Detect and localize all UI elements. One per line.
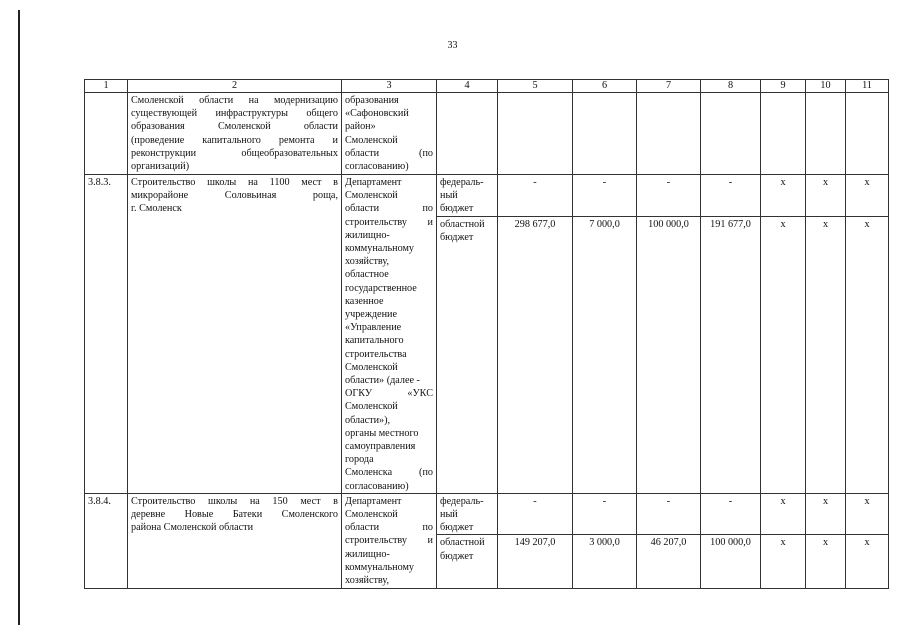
- header-cell: 2: [128, 80, 342, 93]
- text-line: район»: [345, 121, 376, 133]
- text-line: образования Смоленской области: [131, 121, 338, 133]
- cell-num: 3.8.4.: [85, 493, 128, 589]
- text-line: федераль-: [440, 495, 484, 507]
- cell-value: x: [806, 175, 846, 217]
- text-line: Смоленской: [345, 361, 398, 373]
- left-margin-line: [18, 10, 20, 625]
- text-line: жилищно-: [345, 548, 390, 560]
- text-line: Смоленска (по: [345, 467, 433, 479]
- text-line: коммунальному: [345, 243, 415, 255]
- text-line: района Смоленской области: [131, 522, 254, 534]
- text-line: самоуправления: [345, 441, 416, 453]
- header-cell: 10: [806, 80, 846, 93]
- cell-value: 3 000,0: [573, 535, 637, 589]
- header-cell: 3: [342, 80, 437, 93]
- cell-value: x: [761, 175, 806, 217]
- cell-value: x: [846, 493, 889, 535]
- cell-source: [437, 175, 498, 217]
- cell-value: -: [637, 175, 701, 217]
- text-line: строительства: [345, 348, 407, 360]
- text-line: «Сафоновский: [345, 108, 409, 120]
- text-line: казенное: [345, 295, 384, 307]
- cell-value: x: [761, 493, 806, 535]
- cell-source: [437, 535, 498, 589]
- cell-num: [85, 93, 128, 175]
- text-line: хозяйству,: [345, 256, 390, 268]
- cell-value: 298 677,0: [498, 217, 573, 494]
- header-cell: 1: [85, 80, 128, 93]
- text-line: строительству и: [345, 216, 433, 228]
- text-line: деревне Новые Батеки Смоленского: [131, 509, 338, 521]
- text-line: области» (далее -: [345, 375, 420, 387]
- text-line: областное: [345, 269, 389, 281]
- cell-value: -: [701, 175, 761, 217]
- text-line: области (по: [345, 147, 433, 159]
- cell-value: -: [573, 493, 637, 535]
- cell-value: -: [701, 493, 761, 535]
- table-row: [85, 175, 889, 217]
- cell-executor: [342, 493, 437, 589]
- text-line: Строительство школы на 1100 мест в: [131, 177, 338, 188]
- text-line: Смоленской: [345, 401, 398, 413]
- cell-value: x: [761, 217, 806, 494]
- header-cell: 5: [498, 80, 573, 93]
- cell-source: [437, 217, 498, 494]
- text-line: образования: [345, 95, 399, 106]
- text-line: бюджет: [440, 550, 474, 562]
- cell-name: [128, 93, 342, 175]
- text-line: федераль-: [440, 177, 484, 188]
- cell-value: x: [806, 493, 846, 535]
- cell-value: 46 207,0: [637, 535, 701, 589]
- text-line: Смоленской: [345, 134, 398, 146]
- header-cell: 11: [846, 80, 889, 93]
- cell-value: -: [498, 175, 573, 217]
- text-line: согласованию): [345, 161, 409, 173]
- table-row-continuation: [85, 93, 889, 175]
- text-line: хозяйству,: [345, 575, 390, 587]
- column-number-row: [85, 80, 889, 93]
- cell-value: 100 000,0: [701, 535, 761, 589]
- text-line: микрорайоне Соловьиная роща,: [131, 190, 338, 202]
- cell-value: -: [637, 493, 701, 535]
- header-cell: 9: [761, 80, 806, 93]
- text-line: органы местного: [345, 427, 419, 439]
- cell-value: x: [846, 175, 889, 217]
- cell-value: x: [806, 217, 846, 494]
- cell-value: x: [806, 535, 846, 589]
- cell-value: x: [761, 535, 806, 589]
- text-line: организаций): [131, 161, 190, 173]
- text-line: города: [345, 454, 374, 466]
- cell-executor: [342, 93, 437, 175]
- cell-num: 3.8.3.: [85, 175, 128, 494]
- text-line: Департамент: [345, 495, 402, 507]
- text-line: области по: [345, 522, 433, 534]
- text-line: коммунальному: [345, 561, 415, 573]
- text-line: Смоленской области на модернизацию: [131, 95, 338, 106]
- text-line: бюджет: [440, 203, 474, 215]
- header-cell: 7: [637, 80, 701, 93]
- text-line: реконструкции общеобразовательных: [131, 147, 338, 159]
- text-line: согласованию): [345, 480, 409, 492]
- text-line: Строительство школы на 150 мест в: [131, 495, 338, 507]
- cell-value: 191 677,0: [701, 217, 761, 494]
- text-line: бюджет: [440, 522, 474, 534]
- page-number: 33: [447, 40, 458, 51]
- cell-value: 149 207,0: [498, 535, 573, 589]
- text-line: ный: [440, 509, 458, 521]
- text-line: ОГКУ «УКС: [345, 388, 433, 400]
- text-line: учреждение: [345, 309, 398, 321]
- text-line: областной: [440, 537, 485, 549]
- table-row: [85, 493, 889, 535]
- header-cell: 4: [437, 80, 498, 93]
- cell-value: -: [573, 175, 637, 217]
- text-line: Смоленской: [345, 190, 398, 202]
- cell-value: 100 000,0: [637, 217, 701, 494]
- cell-value: x: [846, 535, 889, 589]
- text-line: области»),: [345, 414, 391, 426]
- header-cell: 6: [573, 80, 637, 93]
- text-line: государственное: [345, 282, 417, 294]
- text-line: ный: [440, 190, 458, 202]
- text-line: жилищно-: [345, 229, 390, 241]
- cell-value: x: [846, 217, 889, 494]
- text-line: бюджет: [440, 232, 474, 244]
- text-line: строительству и: [345, 535, 433, 547]
- cell-name: [128, 493, 342, 589]
- text-line: (проведение капитального ремонта и: [131, 134, 338, 146]
- cell-source: [437, 493, 498, 535]
- text-line: Департамент: [345, 177, 402, 188]
- text-line: «Управление: [345, 322, 402, 334]
- header-cell: 8: [701, 80, 761, 93]
- cell-executor: [342, 175, 437, 494]
- text-line: области по: [345, 203, 433, 215]
- cell-value: 7 000,0: [573, 217, 637, 494]
- text-line: областной: [440, 219, 485, 231]
- text-line: существующей инфраструктуры общего: [131, 108, 338, 120]
- cell-value: -: [498, 493, 573, 535]
- text-line: г. Смоленск: [131, 203, 182, 215]
- text-line: Смоленской: [345, 509, 398, 521]
- text-line: капитального: [345, 335, 404, 347]
- cell-name: [128, 175, 342, 494]
- program-table: [84, 79, 889, 589]
